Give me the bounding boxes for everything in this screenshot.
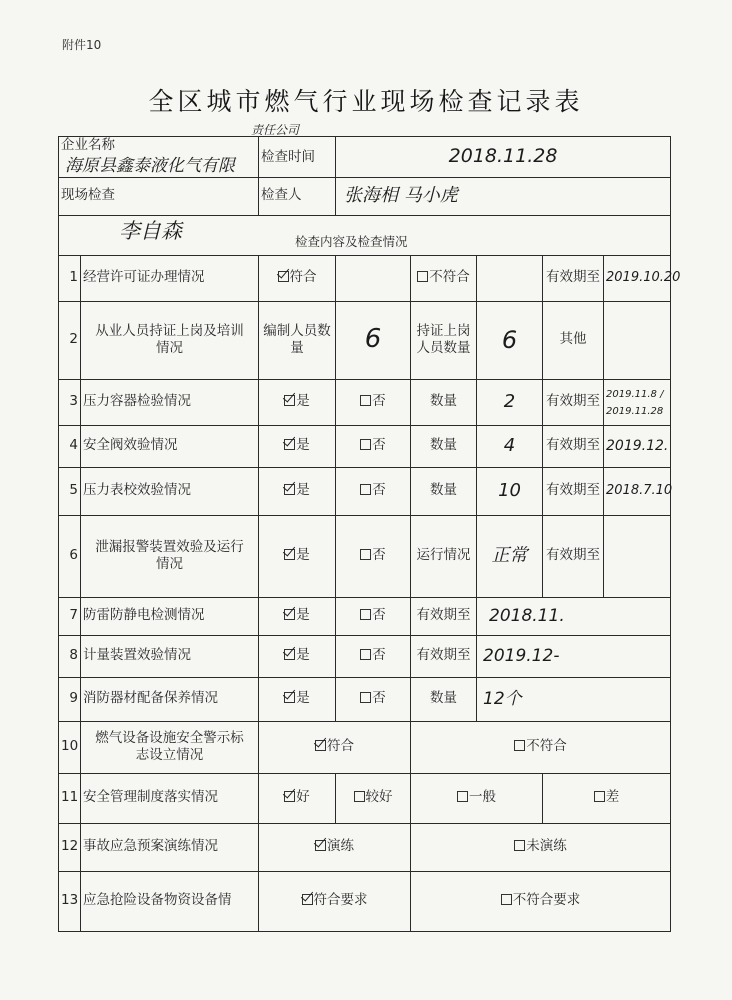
label-b: 持证上岗人员数量 (411, 301, 477, 379)
row-item: 经营许可证办理情况 (81, 255, 259, 301)
row-number: 6 (59, 515, 81, 597)
opt-label: 是 (296, 482, 310, 499)
attachment-label: 附件10 (62, 38, 102, 52)
opt-cell (411, 255, 477, 301)
qty-value: 12个 (483, 689, 522, 710)
opt-label: 否 (372, 393, 386, 410)
inspection-form-table (58, 123, 681, 932)
inspector-label: 检查人 (261, 187, 302, 204)
opt-cell (259, 515, 336, 597)
opt-label: 不符合 (429, 269, 470, 286)
row-item: 从业人员持证上岗及培训情况 (81, 301, 259, 379)
opt-label: 否 (372, 607, 386, 624)
value-a-cell (336, 301, 411, 379)
checkbox-checked[interactable] (315, 740, 326, 751)
time-value-cell (336, 137, 671, 178)
inspection-time-value: 2018.11.28 (448, 145, 558, 168)
extra-value-cell (604, 515, 671, 597)
row-11 (59, 773, 671, 823)
value-b-cell (477, 301, 543, 379)
extra-value-cell (604, 467, 671, 515)
opt-cell (259, 635, 336, 677)
opt-label: 符合要求 (313, 892, 368, 909)
qty-value-cell (477, 597, 671, 635)
inspector-value: 张海相 马小虎 (344, 185, 458, 207)
extra-value-cell (604, 379, 671, 425)
opt-cell (259, 823, 411, 871)
qty-value: 2019.12- (483, 646, 560, 667)
checkbox[interactable] (457, 791, 468, 802)
opt-label: 是 (296, 547, 310, 564)
row-item: 泄漏报警装置效验及运行情况 (81, 515, 259, 597)
opt-cell (411, 721, 671, 773)
checkbox[interactable] (360, 649, 371, 660)
content-header-cell (59, 215, 604, 255)
qty-value-cell (477, 467, 543, 515)
opt-label: 是 (296, 437, 310, 454)
qty-value: 2 (503, 391, 516, 413)
checkbox[interactable] (360, 609, 371, 620)
opt-cell (411, 773, 543, 823)
opt-cell (259, 255, 336, 301)
row-10 (59, 721, 671, 773)
qty-label: 数量 (411, 467, 477, 515)
opt-label: 否 (372, 647, 386, 664)
row-number: 9 (59, 677, 81, 721)
opt-label: 否 (372, 690, 386, 707)
extra-value: 2019.12. (606, 437, 669, 454)
opt-label: 一般 (469, 789, 497, 806)
qty-label: 运行情况 (411, 515, 477, 597)
row-number: 4 (59, 425, 81, 467)
opt-cell (336, 425, 411, 467)
opt-label: 否 (372, 482, 386, 499)
value-b: 6 (501, 325, 518, 354)
qty-label: 有效期至 (411, 597, 477, 635)
site-label: 现场检查 (61, 187, 115, 204)
qty-value-cell (477, 635, 671, 677)
opt-cell (259, 773, 336, 823)
row-item: 计量装置效验情况 (81, 635, 259, 677)
content-header: 检查内容及检查情况 (295, 234, 408, 250)
blank-cell (477, 255, 543, 301)
row-number: 12 (59, 823, 81, 871)
blank-cell (604, 301, 671, 379)
checkbox-checked[interactable] (284, 609, 295, 620)
label-c: 其他 (543, 301, 604, 379)
row-number: 3 (59, 379, 81, 425)
opt-label: 未演练 (526, 838, 567, 855)
qty-value: 正常 (491, 545, 528, 567)
extra-label: 有效期至 (543, 255, 604, 301)
extra-value-cell (604, 425, 671, 467)
extra-label: 有效期至 (543, 425, 604, 467)
qty-label: 数量 (411, 379, 477, 425)
qty-label: 有效期至 (411, 635, 477, 677)
opt-cell (543, 773, 671, 823)
company-suffix: 责任公司 (251, 123, 300, 137)
checkbox-checked[interactable] (284, 549, 295, 560)
checkbox-checked[interactable] (284, 439, 295, 450)
site-label-cell (59, 177, 259, 215)
checkbox[interactable] (417, 271, 428, 282)
opt-label: 不符合要求 (512, 892, 581, 909)
company-cell (59, 137, 259, 178)
opt-cell (336, 773, 411, 823)
extra-value: 2019.11.8 / 2019.11.28 (606, 388, 664, 418)
opt-label: 是 (296, 393, 310, 410)
opt-cell (259, 425, 336, 467)
row-9 (59, 677, 671, 721)
row-number: 5 (59, 467, 81, 515)
opt-label: 好 (296, 789, 310, 806)
row-5 (59, 467, 671, 515)
row-number: 2 (59, 301, 81, 379)
opt-label: 是 (296, 690, 310, 707)
checkbox[interactable] (501, 894, 512, 905)
qty-value-cell (477, 379, 543, 425)
row-6 (59, 515, 671, 597)
row-number: 8 (59, 635, 81, 677)
opt-cell (336, 597, 411, 635)
label-a: 编制人员数量 (259, 301, 336, 379)
company-label: 企业名称 (61, 137, 115, 153)
checkbox-checked[interactable] (284, 692, 295, 703)
row-number: 10 (59, 721, 81, 773)
row-item: 安全管理制度落实情况 (81, 773, 259, 823)
row-item: 安全阀效验情况 (81, 425, 259, 467)
row-7 (59, 597, 671, 635)
row-4 (59, 425, 671, 467)
qty-label: 数量 (411, 425, 477, 467)
opt-label: 是 (296, 647, 310, 664)
opt-cell (259, 467, 336, 515)
row-2 (59, 301, 671, 379)
opt-label: 符合 (289, 269, 317, 286)
checkbox[interactable] (594, 791, 605, 802)
opt-label: 演练 (327, 838, 355, 855)
opt-label: 是 (296, 607, 310, 624)
row-item: 事故应急预案演练情况 (81, 823, 259, 871)
site-person-value: 李自森 (119, 218, 182, 243)
blank-cell (604, 215, 671, 255)
inspector-label-cell (259, 177, 336, 215)
checkbox[interactable] (354, 791, 365, 802)
row-item: 压力表校效验情况 (81, 467, 259, 515)
extra-label: 有效期至 (543, 467, 604, 515)
checkbox-checked[interactable] (284, 484, 295, 495)
row-number: 1 (59, 255, 81, 301)
qty-value: 2018.11. (489, 606, 565, 627)
row-number: 7 (59, 597, 81, 635)
opt-label: 不符合 (526, 738, 567, 755)
opt-cell (259, 721, 411, 773)
extra-label: 有效期至 (543, 515, 604, 597)
opt-label: 符合 (327, 738, 355, 755)
checkbox[interactable] (360, 484, 371, 495)
checkbox-checked[interactable] (278, 271, 289, 282)
qty-label: 数量 (411, 677, 477, 721)
qty-value: 4 (503, 435, 516, 457)
extra-value: 2018.7.10 (606, 483, 673, 499)
opt-label: 否 (372, 547, 386, 564)
opt-label: 差 (605, 789, 620, 806)
opt-cell (411, 871, 671, 931)
opt-cell (336, 379, 411, 425)
opt-cell (411, 823, 671, 871)
opt-label: 否 (372, 437, 386, 454)
row-3 (59, 379, 671, 425)
time-label: 检查时间 (261, 149, 316, 165)
inspector-value-cell (336, 177, 671, 215)
qty-value-cell (477, 515, 543, 597)
row-8 (59, 635, 671, 677)
section-header-row (59, 215, 671, 255)
row-12 (59, 823, 671, 871)
opt-cell (336, 635, 411, 677)
row-item: 防雷防静电检测情况 (81, 597, 259, 635)
row-number: 11 (59, 773, 81, 823)
time-label-cell (251, 123, 336, 178)
checkbox-checked[interactable] (284, 791, 295, 802)
form-title: 全区城市燃气行业现场检查记录表 (148, 87, 584, 116)
opt-cell (259, 677, 336, 721)
checkbox[interactable] (360, 439, 371, 450)
company-value: 海原县鑫泰液化气有限 (65, 155, 235, 176)
value-a: 6 (364, 324, 382, 355)
checkbox-checked[interactable] (284, 395, 295, 406)
checkbox[interactable] (360, 395, 371, 406)
checkbox[interactable] (360, 692, 371, 703)
opt-cell (336, 677, 411, 721)
checkbox[interactable] (360, 549, 371, 560)
extra-value: 2019.10.20 (606, 270, 681, 286)
row-1 (59, 255, 671, 301)
row-item: 压力容器检验情况 (81, 379, 259, 425)
qty-value-cell (477, 425, 543, 467)
row-item: 消防器材配备保养情况 (81, 677, 259, 721)
opt-cell (259, 871, 411, 931)
extra-value-cell (604, 255, 681, 301)
qty-value-cell (477, 677, 671, 721)
opt-cell (259, 597, 336, 635)
header-row-site (59, 177, 671, 215)
opt-cell (336, 467, 411, 515)
opt-label: 较好 (365, 789, 393, 806)
blank-cell (336, 255, 411, 301)
checkbox[interactable] (514, 740, 525, 751)
row-13 (59, 871, 671, 931)
checkbox-checked[interactable] (284, 649, 295, 660)
extra-label: 有效期至 (543, 379, 604, 425)
checkbox[interactable] (514, 840, 525, 851)
row-number: 13 (59, 871, 81, 931)
header-row-company (59, 137, 671, 178)
row-item: 应急抢险设备物资设备情 (81, 871, 259, 931)
qty-value: 10 (498, 480, 521, 502)
row-item: 燃气设备设施安全警示标志设立情况 (81, 721, 259, 773)
checkbox-checked[interactable] (315, 840, 326, 851)
opt-cell (259, 379, 336, 425)
checkbox-checked[interactable] (302, 894, 313, 905)
opt-cell (336, 515, 411, 597)
